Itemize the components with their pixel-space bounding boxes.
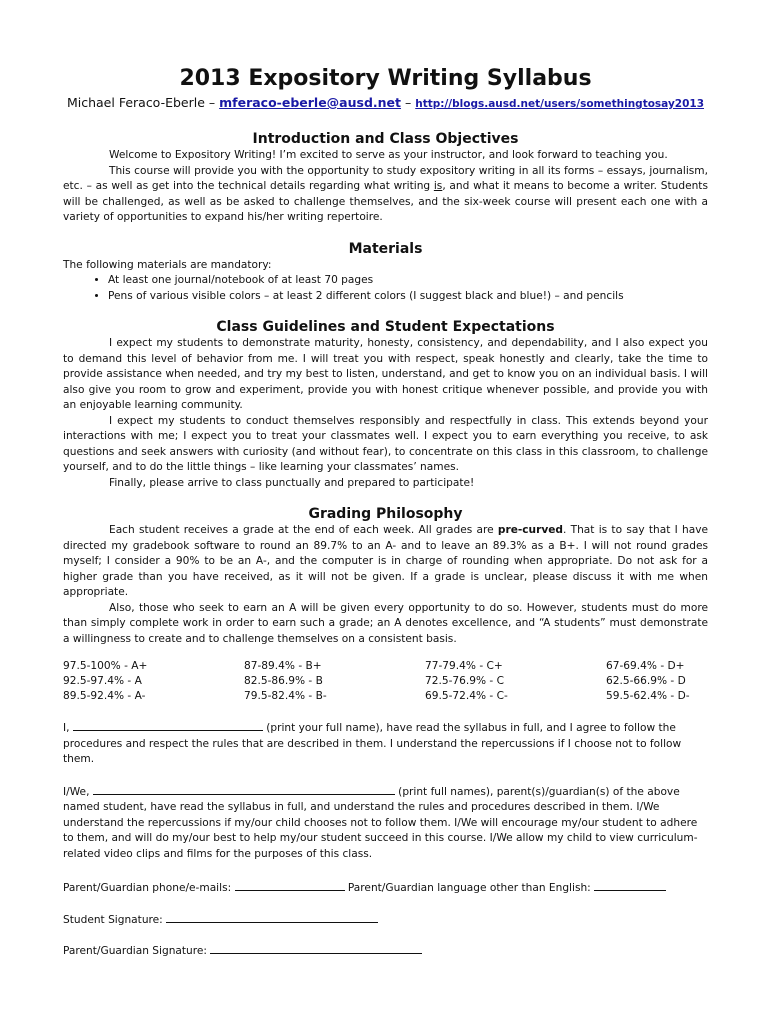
page-title: 2013 Expository Writing Syllabus	[179, 66, 592, 91]
parent-signature-line: Parent/Guardian Signature:	[63, 943, 708, 960]
guidelines-heading: Class Guidelines and Student Expectations	[216, 319, 555, 335]
grade-entry: 87-89.4% - B+	[244, 660, 322, 672]
grade-entry: 82.5-86.9% - B	[244, 675, 323, 687]
materials-heading: Materials	[348, 240, 423, 257]
grading-paragraph-2: Also, those who seek to earn an A will be given every opportunity to do so. However, students must do more than simply complete work in order to earn such a grade; an A denotes excellence, and “A students” must demonstrate a willingness to create and to challenge themselves on a consistent basis.	[63, 601, 708, 645]
guidelines-section	[63, 318, 708, 491]
grade-entry: 79.5-82.4% - B-	[244, 690, 327, 702]
materials-list	[63, 273, 708, 304]
parent-names-field[interactable]	[93, 784, 395, 795]
parent-signature-field[interactable]	[210, 943, 422, 954]
grade-entry: 69.5-72.4% - C-	[425, 690, 508, 702]
intro-paragraph-1: Welcome to Expository Writing! I’m excited to serve as your instructor, and look forward to teaching you.	[109, 149, 668, 161]
grade-entry: 89.5-92.4% - A-	[63, 690, 146, 702]
grading-section	[63, 505, 708, 704]
grade-entry: 67-69.4% - D+	[606, 660, 685, 672]
parent-phone-field[interactable]	[235, 880, 345, 891]
email-link[interactable]: mferaco-eberle@ausd.net	[219, 95, 402, 110]
parent-agreement: I/We, (print full names), parent(s)/guardian(s) of the above named student, have read the syllabus in full, and understand the rules and procedures described in them. I/We understand the repercussions if my/our child chooses not to follow them. I/We will encourage my/our student to adhere to them, and will do my/our best to help my/our student succeed in this course. I/We allow my child to view curriculum-related video clips and films for the purposes of this class.	[63, 785, 698, 860]
intro-heading: Introduction and Class Objectives	[252, 131, 519, 147]
grade-entry: 92.5-97.4% - A	[63, 675, 142, 687]
grade-entry: 59.5-62.4% - D-	[606, 690, 690, 702]
grade-entry: 77-79.4% - C+	[425, 660, 503, 672]
student-name-field[interactable]	[73, 720, 263, 731]
list-item: • At least one journal/notebook of at least 70 pages	[108, 273, 708, 289]
intro-section	[63, 130, 708, 226]
grade-entry: 97.5-100% - A+	[63, 660, 148, 672]
grading-paragraph-1: Each student receives a grade at the end of each week. All grades are pre-curved. That is to say that I have directed my gradebook software to round an 89.7% to an A- and to leave an 89.3% as a B+. I will not round grades myself; I consider a 90% to be an A-, and the computer is in charge of rounding when appropriate. Do not ask for a higher grade than you have received, as it will not be given. If a grade is unclear, please discuss it with me when appropriate.	[63, 524, 708, 598]
guidelines-paragraph-1: I expect my students to demonstrate maturity, honesty, consistency, and dependability, and I also expect you to demand this level of behavior from me. I will treat you with respect, speak honestly and clearly, take the time to provide assistance when needed, and try my best to listen, understand, and get to know you on an individual basis. I will also give you room to grow and experiment, provide you with honest critique whenever possible, and provide you with an enjoyable learning community.	[63, 337, 708, 411]
guidelines-paragraph-3: Finally, please arrive to class punctually and prepared to participate!	[109, 476, 475, 489]
blog-link[interactable]: http://blogs.ausd.net/users/somethingtosay2013	[415, 98, 705, 110]
grade-scale	[63, 659, 708, 704]
parent-language-field[interactable]	[594, 880, 666, 891]
grade-entry: 72.5-76.9% - C	[425, 675, 505, 687]
author-name: Michael Feraco-Eberle	[66, 95, 205, 110]
materials-intro: The following materials are mandatory:	[63, 258, 272, 271]
grade-entry: 62.5-66.9% - D	[606, 675, 686, 687]
agreement-form	[63, 720, 708, 960]
guidelines-paragraph-2: I expect my students to conduct themselves responsibly and respectfully in class. This extends beyond your interactions with me; I expect you to treat your classmates well. I expect you to earn everything you receive, to ask questions and seek answers with curiosity (and without fear), to concentrate on this class in this classroom, to challenge yourself, and to do the little things – like learning your classmates’ names.	[63, 414, 708, 473]
materials-section	[63, 240, 708, 305]
parent-contact-line: Parent/Guardian phone/e-mails: Parent/Guardian language other than English:	[63, 880, 708, 897]
student-signature-line: Student Signature:	[63, 912, 708, 929]
student-signature-field[interactable]	[166, 912, 378, 923]
grading-heading: Grading Philosophy	[308, 506, 463, 522]
intro-paragraph-2: This course will provide you with the opportunity to study expository writing in all its forms – essays, journalism, etc. – as well as get into the technical details regarding what writing is, and what it means to become a writer. Students will be challenged, as well as be asked to challenge themselves, and the six-week course will present each one with a variety of opportunities to expand his/her writing repertoire.	[63, 164, 708, 223]
byline: Michael Feraco-Eberle – mferaco-eberle@ausd.net – http://blogs.ausd.net/users/somethingtosay2013	[66, 95, 705, 110]
student-agreement: I, (print your full name), have read the syllabus in full, and I agree to follow the procedures and respect the rules that are described in them. I understand the repercussions if I choose not to follow them.	[63, 722, 682, 765]
list-item: • Pens of various visible colors – at least 2 different colors (I suggest black and blue!) – and pencils	[108, 289, 708, 305]
